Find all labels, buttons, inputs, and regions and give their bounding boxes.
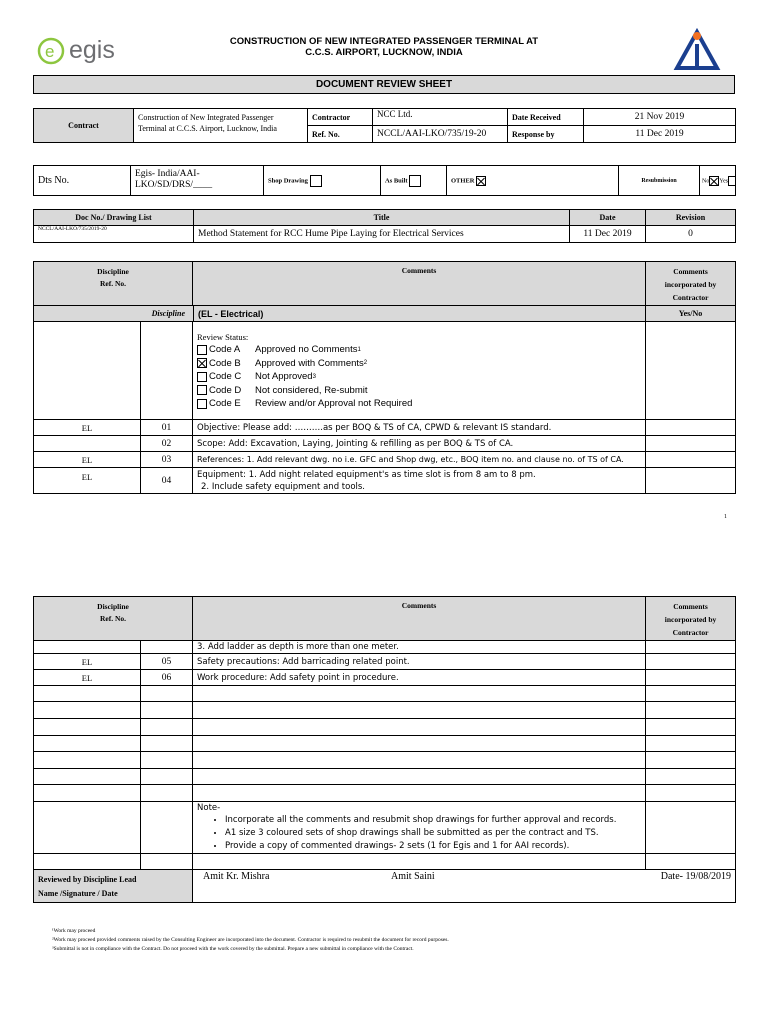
- table-row: [34, 654, 736, 670]
- empty-row: [34, 752, 736, 769]
- comments-table-2: [33, 596, 736, 903]
- date-received-label: Date Received: [508, 109, 584, 126]
- note-incorporated-cell: [646, 802, 736, 854]
- comment-text: Safety precautions: Add barricading related point.: [193, 654, 646, 670]
- reviewed-label-line1: Reviewed by Discipline Lead: [38, 875, 137, 884]
- comment-ref: 04: [141, 468, 193, 494]
- note-ref-cell: [141, 802, 193, 854]
- code-a-label: Code A: [209, 344, 241, 356]
- comment-disc: [34, 641, 141, 654]
- reviewed-row: [34, 870, 736, 903]
- doc-no-header: Doc No./ Drawing List: [34, 210, 194, 226]
- project-title-line2: C.C.S. AIRPORT, LUCKNOW, INDIA: [305, 47, 463, 58]
- status-incorporated-cell: [646, 322, 736, 420]
- comment-disc: EL: [34, 452, 141, 468]
- code-e-desc: Review and/or Approval not Required: [255, 398, 413, 410]
- empty-row: [34, 686, 736, 702]
- dts-value: Egis- India/AAI-LKO/SD/DRS/____: [131, 166, 264, 196]
- yes-no-header: Yes/No: [646, 306, 736, 322]
- comment-incorporated: [646, 654, 736, 670]
- svg-text:e: e: [45, 42, 55, 61]
- comment-text: References: 1. Add relevant dwg. no i.e. GFC and Shop dwg, etc., BOQ item no. and clause no. of TS of CA.: [193, 452, 646, 468]
- resubmission-no-label: No: [702, 177, 710, 184]
- dts-label: Dts No.: [34, 166, 131, 196]
- reviewer-name-2: Amit Saini: [391, 871, 435, 882]
- code-e-label: Code E: [209, 398, 241, 410]
- comment-text-line1: Equipment: 1. Add night related equipment's as time slot is from 8 am to 8 pm.: [197, 470, 536, 480]
- discipline-ref-header: [34, 262, 193, 306]
- code-c-desc: Not Approved: [255, 371, 313, 383]
- doc-no-value: NCCL/AAI-LKO/735/2019-20: [34, 226, 194, 243]
- revision-header: Revision: [646, 210, 736, 226]
- contractor-value: NCC Ltd.: [373, 109, 508, 126]
- comment-incorporated: [646, 436, 736, 452]
- code-b-desc: Approved with Comments: [255, 357, 364, 369]
- as-built-checkbox[interactable]: [409, 175, 421, 187]
- note-row: [34, 802, 736, 854]
- empty-row: [34, 736, 736, 752]
- incorporated-header-line2: incorporated by: [664, 615, 717, 624]
- comment-incorporated: [646, 641, 736, 654]
- code-a-checkbox[interactable]: [197, 345, 207, 355]
- other-checkbox-checked[interactable]: [476, 176, 486, 186]
- review-status-cell: [193, 322, 646, 420]
- table-row: [34, 641, 736, 654]
- comment-ref: 06: [141, 670, 193, 686]
- shop-drawing-checkbox[interactable]: [310, 175, 322, 187]
- contract-label: Contract: [34, 109, 134, 143]
- shop-drawing-option[interactable]: [264, 166, 381, 196]
- review-date: Date- 19/08/2019: [660, 871, 732, 882]
- status-code-b[interactable]: [197, 357, 641, 371]
- contract-value: Construction of New Integrated Passenger Terminal at C.C.S. Airport, Lucknow, India: [134, 109, 308, 143]
- discipline-ref-header-line2: Ref. No.: [99, 614, 127, 623]
- incorporated-header-line1: Comments: [673, 602, 708, 611]
- doc-revision-value: 0: [646, 226, 736, 243]
- review-status-title: Review Status:: [197, 332, 249, 342]
- incorporated-header-line1: Comments: [673, 267, 708, 276]
- comment-text: [193, 468, 646, 494]
- refno-value: NCCL/AAI-LKO/735/19-20: [373, 126, 508, 143]
- discipline-ref-header-line1: Discipline: [97, 267, 129, 276]
- egis-logo: [36, 34, 126, 68]
- discipline-row: [34, 306, 646, 322]
- comment-text-line2: 2. Include safety equipment and tools.: [201, 482, 366, 492]
- resubmission-yes-checkbox[interactable]: [728, 176, 735, 186]
- sheet-title: DOCUMENT REVIEW SHEET: [33, 75, 735, 94]
- table-row: [34, 468, 736, 494]
- code-d-checkbox[interactable]: [197, 385, 207, 395]
- doc-date-value: 11 Dec 2019: [570, 226, 646, 243]
- aai-logo-mark: [672, 28, 722, 74]
- code-d-desc: Not considered, Re-submit: [255, 384, 368, 396]
- dts-table: [33, 165, 736, 196]
- code-e-checkbox[interactable]: [197, 399, 207, 409]
- egis-logo-text: egis: [69, 36, 115, 64]
- refno-label: Ref. No.: [308, 126, 373, 143]
- footnote-3: ³Submittal is not in compliance with the Contract. Do not proceed with the work covered by the submittal. Prepare a new submittal in compliance with the Contract.: [52, 946, 414, 952]
- comment-disc: EL: [34, 468, 141, 494]
- note-item: • A1 size 3 coloured sets of shop drawings shall be submitted as per the contract and TS.: [225, 827, 641, 840]
- code-b-label: Code B: [209, 357, 241, 369]
- discipline-value: (EL - Electrical): [198, 308, 264, 319]
- title-header: Title: [194, 210, 570, 226]
- reviewed-label-line2: Name /Signature / Date: [38, 889, 118, 898]
- code-c-label: Code C: [209, 371, 242, 383]
- resubmission-options: [700, 166, 736, 196]
- project-title-line1: CONSTRUCTION OF NEW INTEGRATED PASSENGER TERMINAL AT: [229, 36, 539, 47]
- comment-incorporated: [646, 420, 736, 436]
- as-built-label: As Built: [385, 176, 408, 184]
- comments-table-1: [33, 261, 736, 494]
- comment-text: Objective: Please add: ……….as per BOQ & TS of CA, CPWD & relevant IS standard.: [193, 420, 646, 436]
- doc-table: [33, 209, 736, 243]
- comment-incorporated: [646, 670, 736, 686]
- project-title: [200, 36, 568, 58]
- comment-text: Work procedure: Add safety point in procedure.: [193, 670, 646, 686]
- shop-drawing-label: Shop Drawing: [268, 176, 308, 184]
- incorporated-header-line3: Contractor: [672, 628, 709, 637]
- response-by-value: 11 Dec 2019: [584, 126, 736, 143]
- other-label: OTHER: [451, 176, 475, 184]
- other-option[interactable]: [447, 166, 619, 196]
- comment-ref: 01: [141, 420, 193, 436]
- discipline-ref-header: [34, 597, 193, 641]
- note-cell: [193, 802, 646, 854]
- resubmission-label: Resubmission: [619, 166, 700, 196]
- status-code-d[interactable]: [197, 384, 641, 398]
- status-code-e[interactable]: [197, 397, 641, 411]
- resubmission-yes-label: Yes: [719, 177, 729, 184]
- status-code-a[interactable]: [197, 343, 641, 357]
- incorporated-header: [646, 597, 736, 641]
- empty-row: [34, 702, 736, 719]
- footnotes: [52, 927, 732, 954]
- date-header: Date: [570, 210, 646, 226]
- discipline-ref-header-line2: Ref. No.: [99, 279, 127, 288]
- code-d-label: Code D: [209, 384, 242, 396]
- empty-row: [34, 769, 736, 785]
- comment-disc: EL: [34, 670, 141, 686]
- comment-ref: 03: [141, 452, 193, 468]
- comment-text: 3. Add ladder as depth is more than one meter.: [193, 641, 646, 654]
- reviewer-name-1: Amit Kr. Mishra: [203, 871, 270, 882]
- as-built-option[interactable]: [381, 166, 447, 196]
- table-row: [34, 670, 736, 686]
- status-code-c[interactable]: [197, 370, 641, 384]
- footnote-2: ²Work may proceed provided comments raised by the Consulting Engineer are incorporated into the document. Contractor is required to resubmit the document for record purposes.: [52, 937, 449, 943]
- empty-row: [34, 719, 736, 736]
- table-row: [34, 420, 736, 436]
- empty-row: [34, 785, 736, 802]
- reviewed-values: [193, 870, 736, 903]
- reviewed-label: [34, 870, 193, 903]
- comment-ref: 05: [141, 654, 193, 670]
- contract-table: [33, 108, 736, 143]
- code-a-desc: Approved no Comments: [255, 344, 358, 356]
- discipline-label: Discipline: [34, 306, 194, 321]
- status-disc-cell: [34, 322, 141, 420]
- comment-ref: 02: [141, 436, 193, 452]
- footnote-1: ¹Work may proceed: [52, 928, 96, 934]
- empty-row: [34, 854, 736, 870]
- date-received-value: 21 Nov 2019: [584, 109, 736, 126]
- code-c-sup: 3: [312, 373, 316, 380]
- comments-header: Comments: [193, 262, 646, 306]
- discipline-value-text: EL - Electrical: [201, 308, 261, 319]
- comment-disc: EL: [34, 420, 141, 436]
- comment-text: Scope: Add: Excavation, Laying, Jointing & refilling as per BOQ & TS of CA.: [193, 436, 646, 452]
- comment-incorporated: [646, 452, 736, 468]
- comment-incorporated: [646, 468, 736, 494]
- code-b-checkbox-checked[interactable]: [197, 358, 207, 368]
- code-c-checkbox[interactable]: [197, 372, 207, 382]
- note-disc-cell: [34, 802, 141, 854]
- code-a-sup: 1: [357, 346, 361, 353]
- code-b-sup: 2: [363, 360, 368, 367]
- comment-ref: [141, 641, 193, 654]
- aai-logo: [672, 28, 722, 74]
- status-ref-cell: [141, 322, 193, 420]
- table-row: [34, 452, 736, 468]
- resubmission-no-checkbox[interactable]: [709, 176, 719, 186]
- note-item: • Provide a copy of commented drawings- 2 sets (1 for Egis and 1 for AAI records).: [225, 840, 641, 853]
- comments-header: Comments: [193, 597, 646, 641]
- incorporated-header-line2: incorporated by: [664, 280, 717, 289]
- contractor-label: Contractor: [308, 109, 373, 126]
- incorporated-header-line3: Contractor: [672, 293, 709, 302]
- incorporated-header: [646, 262, 736, 306]
- note-item: • Incorporate all the comments and resubmit shop drawings for further approval and records.: [225, 814, 641, 827]
- table-row: [34, 436, 736, 452]
- doc-title-value: Method Statement for RCC Hume Pipe Laying for Electrical Services: [194, 226, 570, 243]
- comment-disc: [34, 436, 141, 452]
- note-list: [197, 814, 641, 853]
- response-by-label: Response by: [508, 126, 584, 143]
- note-title: Note-: [197, 803, 221, 813]
- discipline-ref-header-line1: Discipline: [97, 602, 129, 611]
- comment-disc: EL: [34, 654, 141, 670]
- page-number: 1: [724, 514, 727, 520]
